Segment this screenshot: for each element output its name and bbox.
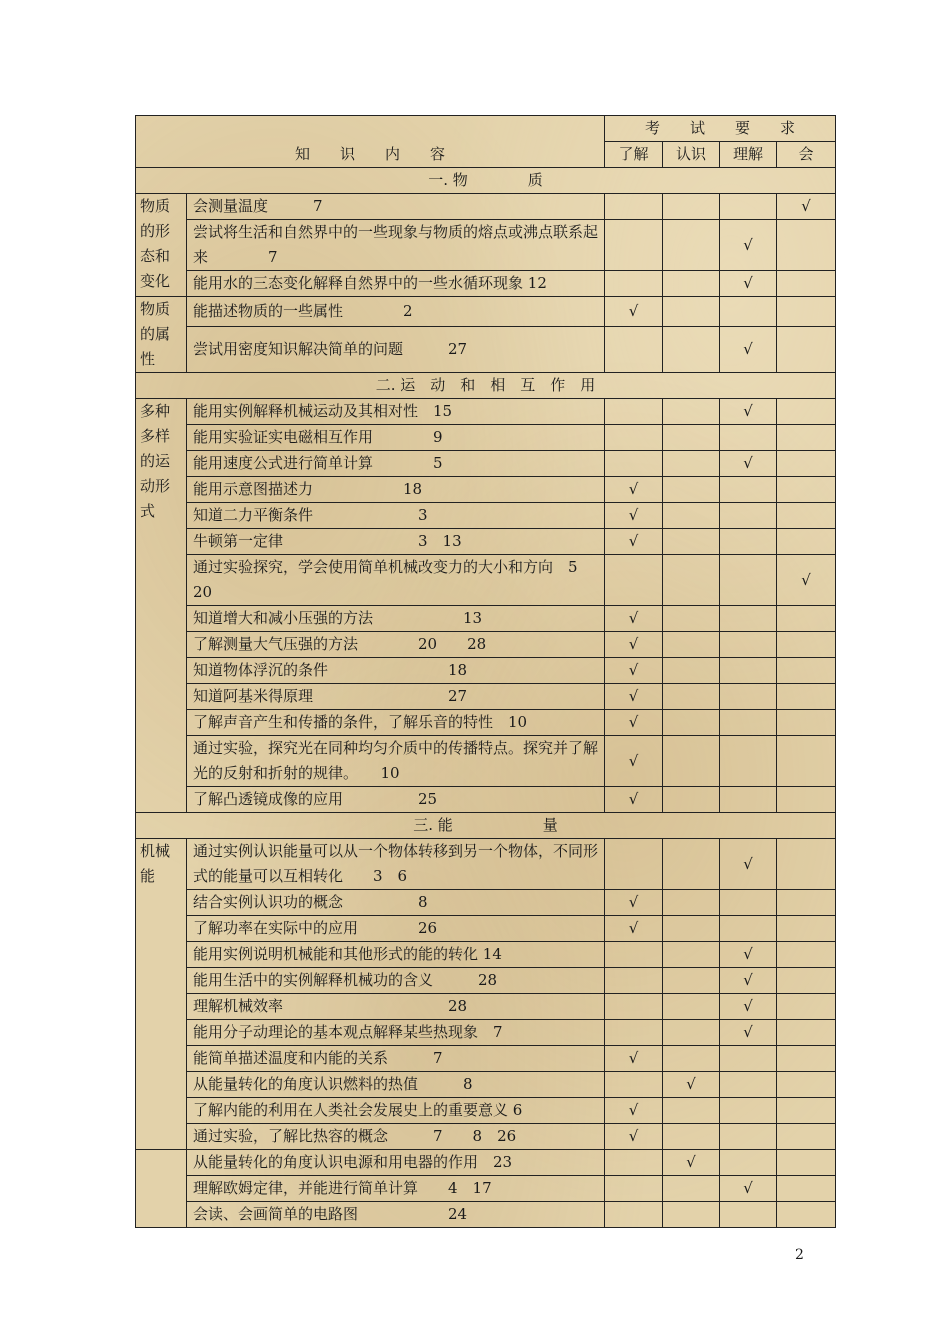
table-row — [136, 890, 836, 916]
empty-level-cell — [720, 684, 777, 710]
empty-level-cell — [663, 220, 720, 271]
table-row — [136, 399, 836, 425]
check-mark: √ — [720, 942, 777, 968]
requirement-text: 能描述物质的一些属性 2 — [187, 297, 605, 327]
empty-level-cell — [720, 658, 777, 684]
section-title: 三. 能 量 — [136, 813, 836, 839]
table-row — [136, 684, 836, 710]
table-row — [136, 839, 836, 890]
section-title: 一. 物 质 — [136, 168, 836, 194]
requirement-text: 能用水的三态变化解释自然界中的一些水循环现象 12 — [187, 271, 605, 297]
empty-level-cell — [777, 477, 836, 503]
empty-level-cell — [720, 1098, 777, 1124]
empty-level-cell — [777, 1150, 836, 1176]
table-row — [136, 942, 836, 968]
check-mark: √ — [605, 736, 663, 787]
empty-level-cell — [720, 1046, 777, 1072]
empty-level-cell — [663, 326, 720, 372]
empty-level-cell — [720, 736, 777, 787]
check-mark: √ — [605, 1098, 663, 1124]
table-row — [136, 425, 836, 451]
empty-level-cell — [663, 1098, 720, 1124]
empty-level-cell — [777, 1020, 836, 1046]
table-row — [136, 916, 836, 942]
empty-level-cell — [605, 194, 663, 220]
table-row — [136, 606, 836, 632]
table-row — [136, 555, 836, 606]
empty-level-cell — [663, 787, 720, 813]
empty-level-cell — [777, 968, 836, 994]
empty-level-cell — [605, 968, 663, 994]
empty-level-cell — [663, 503, 720, 529]
requirement-text: 尝试用密度知识解决简单的问题 27 — [187, 326, 605, 372]
check-mark: √ — [720, 1176, 777, 1202]
empty-level-cell — [605, 942, 663, 968]
check-mark: √ — [720, 271, 777, 297]
check-mark: √ — [720, 839, 777, 890]
empty-level-cell — [605, 220, 663, 271]
requirement-text: 从能量转化的角度认识电源和用电器的作用 23 — [187, 1150, 605, 1176]
empty-level-cell — [777, 736, 836, 787]
check-mark: √ — [720, 220, 777, 271]
requirement-text: 能用实例说明机械能和其他形式的能的转化 14 — [187, 942, 605, 968]
table-row — [136, 529, 836, 555]
empty-level-cell — [663, 1124, 720, 1150]
check-mark: √ — [720, 399, 777, 425]
check-mark: √ — [720, 326, 777, 372]
empty-level-cell — [605, 271, 663, 297]
table-row — [136, 220, 836, 271]
empty-level-cell — [663, 916, 720, 942]
empty-level-cell — [663, 399, 720, 425]
empty-level-cell — [605, 1202, 663, 1228]
empty-level-cell — [663, 1202, 720, 1228]
empty-level-cell — [663, 1046, 720, 1072]
check-mark: √ — [605, 658, 663, 684]
requirement-text: 了解声音产生和传播的条件，了解乐音的特性 10 — [187, 710, 605, 736]
check-mark: √ — [605, 710, 663, 736]
empty-level-cell — [777, 297, 836, 327]
check-mark: √ — [720, 994, 777, 1020]
requirement-text: 能用分子动理论的基本观点解释某些热现象 7 — [187, 1020, 605, 1046]
empty-level-cell — [777, 1176, 836, 1202]
empty-level-cell — [663, 839, 720, 890]
category-cell: 机械能 — [136, 839, 187, 1150]
check-mark: √ — [605, 529, 663, 555]
table-row — [136, 1072, 836, 1098]
empty-level-cell — [720, 1202, 777, 1228]
check-mark: √ — [605, 503, 663, 529]
empty-level-cell — [777, 787, 836, 813]
empty-level-cell — [777, 425, 836, 451]
empty-level-cell — [663, 1020, 720, 1046]
table-row — [136, 658, 836, 684]
requirement-text: 通过实验探究，学会使用简单机械改变力的大小和方向 5 20 — [187, 555, 605, 606]
empty-level-cell — [663, 451, 720, 477]
empty-level-cell — [777, 658, 836, 684]
category-cell: 物质的形态和变化 — [136, 194, 187, 297]
requirement-text: 能用生活中的实例解释机械功的含义 28 — [187, 968, 605, 994]
check-mark: √ — [720, 1020, 777, 1046]
empty-level-cell — [663, 658, 720, 684]
table-row — [136, 632, 836, 658]
empty-level-cell — [720, 529, 777, 555]
table-row — [136, 1020, 836, 1046]
empty-level-cell — [663, 710, 720, 736]
empty-level-cell — [605, 994, 663, 1020]
table-row — [136, 1150, 836, 1176]
requirements-table — [135, 115, 836, 1228]
empty-level-cell — [605, 451, 663, 477]
table-row — [136, 710, 836, 736]
check-mark: √ — [720, 968, 777, 994]
empty-level-cell — [777, 890, 836, 916]
category-cell — [136, 1150, 187, 1228]
section-title: 二. 运 动 和 相 互 作 用 — [136, 373, 836, 399]
empty-level-cell — [605, 555, 663, 606]
check-mark: √ — [605, 916, 663, 942]
empty-level-cell — [663, 890, 720, 916]
check-mark: √ — [777, 194, 836, 220]
empty-level-cell — [777, 399, 836, 425]
empty-level-cell — [777, 220, 836, 271]
empty-level-cell — [605, 1176, 663, 1202]
empty-level-cell — [720, 710, 777, 736]
empty-level-cell — [720, 297, 777, 327]
table-row — [136, 994, 836, 1020]
empty-level-cell — [777, 632, 836, 658]
table-row — [136, 451, 836, 477]
requirement-text: 结合实例认识功的概念 8 — [187, 890, 605, 916]
header-row-1 — [136, 116, 836, 142]
check-mark: √ — [605, 606, 663, 632]
check-mark: √ — [605, 890, 663, 916]
empty-level-cell — [777, 1046, 836, 1072]
check-mark: √ — [605, 1046, 663, 1072]
empty-level-cell — [777, 271, 836, 297]
level-header-understand: 了解 — [605, 142, 663, 168]
check-mark: √ — [605, 632, 663, 658]
empty-level-cell — [605, 839, 663, 890]
requirement-text: 能用实验证实电磁相互作用 9 — [187, 425, 605, 451]
check-mark: √ — [663, 1072, 720, 1098]
empty-level-cell — [777, 916, 836, 942]
empty-level-cell — [777, 684, 836, 710]
empty-level-cell — [605, 1072, 663, 1098]
requirement-text: 知道二力平衡条件 3 — [187, 503, 605, 529]
empty-level-cell — [605, 1020, 663, 1046]
table-row — [136, 194, 836, 220]
requirement-text: 了解功率在实际中的应用 26 — [187, 916, 605, 942]
table-row — [136, 968, 836, 994]
category-cell: 多种多样的运动形式 — [136, 399, 187, 813]
empty-level-cell — [663, 477, 720, 503]
check-mark: √ — [605, 1124, 663, 1150]
requirement-text: 会测量温度 7 — [187, 194, 605, 220]
table-row — [136, 271, 836, 297]
empty-level-cell — [777, 1072, 836, 1098]
requirement-text: 理解机械效率 28 — [187, 994, 605, 1020]
empty-level-cell — [663, 194, 720, 220]
empty-level-cell — [605, 399, 663, 425]
table-row — [136, 503, 836, 529]
page-number: 2 — [795, 1247, 804, 1263]
empty-level-cell — [663, 297, 720, 327]
empty-level-cell — [777, 1124, 836, 1150]
table-row — [136, 1124, 836, 1150]
level-header-comprehend: 理解 — [720, 142, 777, 168]
empty-level-cell — [663, 736, 720, 787]
empty-level-cell — [777, 942, 836, 968]
empty-level-cell — [777, 839, 836, 890]
requirement-text: 会读、会画简单的电路图 24 — [187, 1202, 605, 1228]
table-row — [136, 297, 836, 327]
empty-level-cell — [663, 529, 720, 555]
requirement-text: 能简单描述温度和内能的关系 7 — [187, 1046, 605, 1072]
empty-level-cell — [663, 1176, 720, 1202]
requirement-text: 知道增大和减小压强的方法 13 — [187, 606, 605, 632]
table-row — [136, 1098, 836, 1124]
table-row — [136, 477, 836, 503]
empty-level-cell — [777, 326, 836, 372]
check-mark: √ — [605, 684, 663, 710]
check-mark: √ — [777, 555, 836, 606]
check-mark: √ — [605, 477, 663, 503]
table-row — [136, 736, 836, 787]
requirement-text: 了解测量大气压强的方法 20 28 — [187, 632, 605, 658]
empty-level-cell — [777, 606, 836, 632]
empty-level-cell — [720, 194, 777, 220]
empty-level-cell — [777, 1098, 836, 1124]
exam-requirements-header: 考 试 要 求 — [605, 116, 836, 142]
empty-level-cell — [605, 326, 663, 372]
empty-level-cell — [663, 684, 720, 710]
empty-level-cell — [720, 477, 777, 503]
empty-level-cell — [663, 994, 720, 1020]
empty-level-cell — [720, 606, 777, 632]
requirement-text: 尝试将生活和自然界中的一些现象与物质的熔点或沸点联系起来 7 — [187, 220, 605, 271]
requirement-text: 理解欧姆定律，并能进行简单计算 4 17 — [187, 1176, 605, 1202]
table-row — [136, 1176, 836, 1202]
requirement-text: 能用示意图描述力 18 — [187, 477, 605, 503]
check-mark: √ — [605, 787, 663, 813]
empty-level-cell — [663, 425, 720, 451]
empty-level-cell — [663, 632, 720, 658]
empty-level-cell — [720, 787, 777, 813]
empty-level-cell — [777, 451, 836, 477]
level-header-able: 会 — [777, 142, 836, 168]
table-row — [136, 787, 836, 813]
requirement-text: 能用实例解释机械运动及其相对性 15 — [187, 399, 605, 425]
empty-level-cell — [777, 503, 836, 529]
requirement-text: 知道物体浮沉的条件 18 — [187, 658, 605, 684]
requirement-text: 了解凸透镜成像的应用 25 — [187, 787, 605, 813]
table-row — [136, 1202, 836, 1228]
empty-level-cell — [605, 425, 663, 451]
empty-level-cell — [720, 503, 777, 529]
empty-level-cell — [663, 968, 720, 994]
requirement-text: 知道阿基米得原理 27 — [187, 684, 605, 710]
requirement-text: 从能量转化的角度认识燃料的热值 8 — [187, 1072, 605, 1098]
requirement-text: 通过实验，探究光在同种均匀介质中的传播特点。探究并了解光的反射和折射的规律。 10 — [187, 736, 605, 787]
table-row — [136, 1046, 836, 1072]
empty-level-cell — [777, 994, 836, 1020]
empty-level-cell — [720, 1072, 777, 1098]
section-row — [136, 168, 836, 194]
empty-level-cell — [720, 890, 777, 916]
requirement-text: 能用速度公式进行简单计算 5 — [187, 451, 605, 477]
check-mark: √ — [605, 297, 663, 327]
empty-level-cell — [720, 632, 777, 658]
empty-level-cell — [777, 710, 836, 736]
category-cell: 物质的属性 — [136, 297, 187, 373]
empty-level-cell — [720, 1150, 777, 1176]
requirement-text: 通过实验，了解比热容的概念 7 8 26 — [187, 1124, 605, 1150]
level-header-recognize: 认识 — [663, 142, 720, 168]
requirement-text: 通过实例认识能量可以从一个物体转移到另一个物体，不同形式的能量可以互相转化 3 6 — [187, 839, 605, 890]
empty-level-cell — [777, 529, 836, 555]
knowledge-content-header: 知 识 内 容 — [136, 116, 605, 168]
empty-level-cell — [663, 271, 720, 297]
empty-level-cell — [777, 1202, 836, 1228]
empty-level-cell — [663, 606, 720, 632]
requirement-text: 了解内能的利用在人类社会发展史上的重要意义 6 — [187, 1098, 605, 1124]
table-body — [136, 116, 836, 1228]
section-row — [136, 813, 836, 839]
empty-level-cell — [720, 1124, 777, 1150]
section-row — [136, 373, 836, 399]
empty-level-cell — [605, 1150, 663, 1176]
empty-level-cell — [663, 942, 720, 968]
empty-level-cell — [720, 425, 777, 451]
check-mark: √ — [720, 451, 777, 477]
empty-level-cell — [720, 555, 777, 606]
table-row — [136, 326, 836, 372]
check-mark: √ — [663, 1150, 720, 1176]
requirement-text: 牛顿第一定律 3 13 — [187, 529, 605, 555]
empty-level-cell — [720, 916, 777, 942]
empty-level-cell — [663, 555, 720, 606]
